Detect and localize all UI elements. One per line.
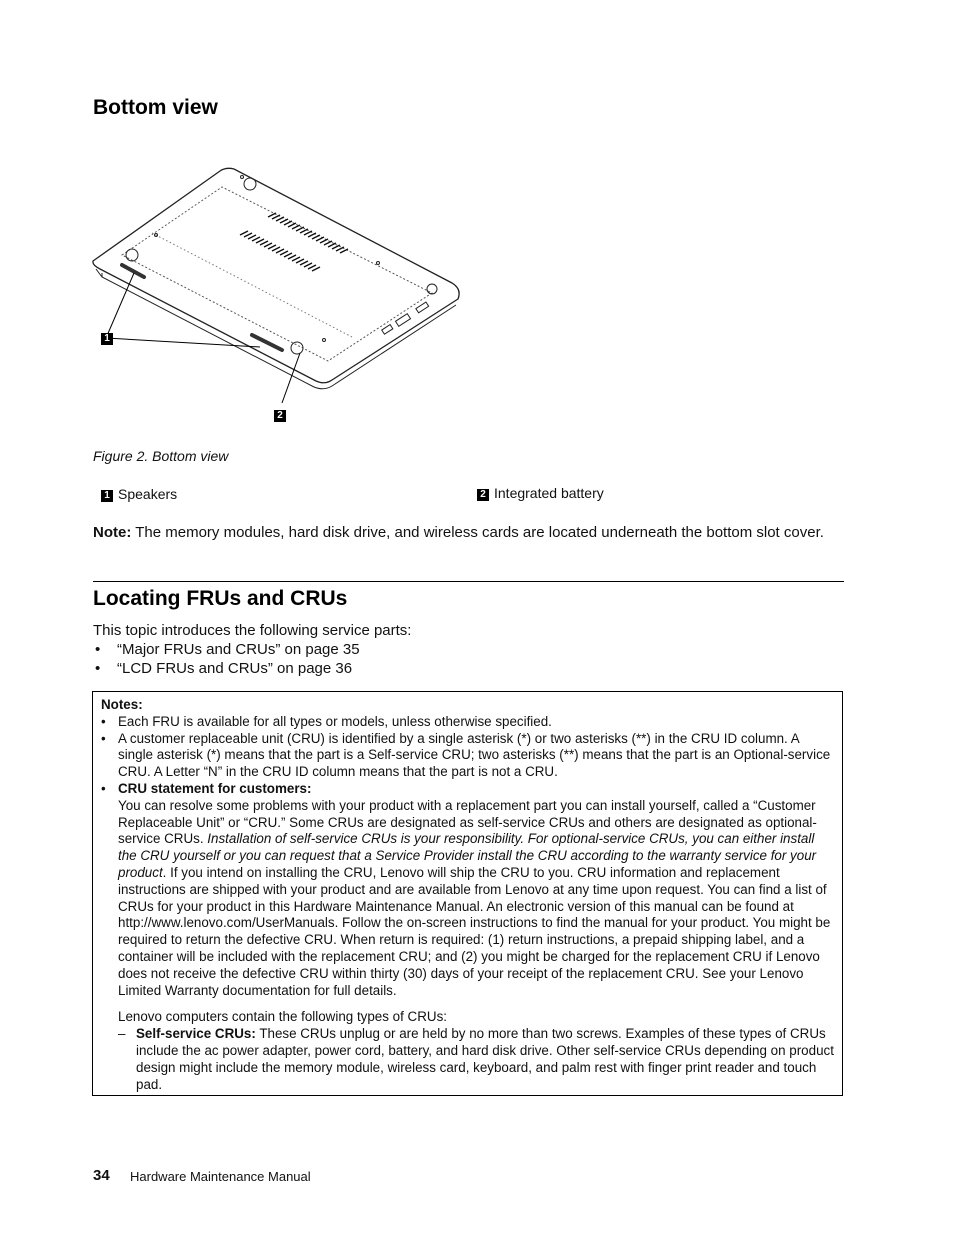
page-number: 34 bbox=[93, 1167, 110, 1184]
note-text: The memory modules, hard disk drive, and wireless cards are located underneath the bottom slot cover. bbox=[135, 524, 824, 541]
legend-callout-1: 1 bbox=[101, 490, 113, 502]
figure-caption: Figure 2. Bottom view bbox=[93, 448, 229, 464]
self-service-label: Self-service CRUs: bbox=[136, 1026, 256, 1042]
note-label: Note: bbox=[93, 524, 132, 541]
notes-box bbox=[92, 691, 843, 1096]
legend-callout-2: 2 bbox=[477, 489, 489, 501]
cru-statement-label: CRU statement for customers: bbox=[118, 780, 312, 796]
section-divider bbox=[93, 581, 844, 582]
link-major-frus[interactable]: • “Major FRUs and CRUs” on page 35 bbox=[93, 640, 411, 659]
intro-block bbox=[93, 621, 411, 678]
legend-label-battery: Integrated battery bbox=[494, 485, 604, 501]
notes-item-cru-statement bbox=[101, 781, 836, 1026]
dash-mark: – bbox=[118, 1026, 126, 1042]
section-title-bottom-view: Bottom view bbox=[93, 96, 218, 119]
cru-type-self-service bbox=[101, 1026, 836, 1093]
notes-item-cru-identification: • A customer replaceable unit (CRU) is identified by a single asterisk (*) or two asterisks (**) in the CRU ID column. A single asterisk (*) means that the part is a Self-service CRU; two asterisks (**) means that the part is an Optional-service CRU. A Letter “N” in the CRU ID column means that the part is not a CRU. bbox=[101, 731, 836, 781]
laptop-bottom-view-figure bbox=[92, 165, 467, 427]
notes-item-fru-availability: • Each FRU is available for all types or models, unless otherwise specified. bbox=[101, 714, 836, 731]
cru-statement-text-b: . If you intend on installing the CRU, Lenovo will ship the CRU to you. CRU information and replacement instructions are shipped with your product and are available from Lenovo at any time upon request. You can find a list of CRUs for your product in this Hardware Maintenance Manual. An electronic version of this manual can be found at http://www.lenovo.com/UserManuals. Follow the on-screen instructions to find the manual for your product. You might be required to return the defective CRU. When return is required: (1) return instructions, a prepaid shipping label, and a container will be included with the replacement CRU; and (2) you might be charged for the replacement CRU if Lenovo does not receive the defective CRU within thirty (30) days of your receipt of the replacement CRU. See your Lenovo Limited Warranty documentation for full details. bbox=[118, 864, 831, 998]
cru-statement-italic: Installation of self-service CRUs is your responsibility. For optional-service CRUs, you can either install the CRU yourself or you can request that a Service Provider install the CRU according to the warranty service for your product bbox=[118, 831, 817, 880]
cru-statement-paragraph bbox=[118, 798, 836, 1000]
legend-item-battery bbox=[477, 485, 604, 501]
cru-statement-text-a: You can resolve some problems with your product with a replacement part you can install yourself, called a “Customer Replaceable Unit” or “CRU.” Some CRUs are designated as self-service CRUs and others are designated as optional-service CRUs. bbox=[118, 797, 817, 847]
self-service-text: These CRUs unplug or are held by no more than two screws. Examples of these types of CRUs include the ac power adapter, power cord, battery, and hard disk drive. Other self-service CRUs depending on product design might include the memory module, wireless card, keyboard, and palm rest with finger print reader and touch pad. bbox=[136, 1026, 834, 1092]
legend-label-speakers: Speakers bbox=[118, 486, 178, 502]
notes-list bbox=[101, 714, 836, 1026]
footer-title: Hardware Maintenance Manual bbox=[130, 1169, 311, 1184]
intro-text: This topic introduces the following service parts: bbox=[93, 622, 412, 639]
section-title-frus-crus: Locating FRUs and CRUs bbox=[93, 587, 348, 610]
notes-heading: Notes: bbox=[101, 697, 143, 712]
cru-types-intro: Lenovo computers contain the following types of CRUs: bbox=[118, 1009, 447, 1025]
figure-callout-2: 2 bbox=[274, 410, 286, 422]
figure-callout-1: 1 bbox=[101, 333, 113, 345]
link-lcd-frus[interactable]: • “LCD FRUs and CRUs” on page 36 bbox=[93, 659, 411, 678]
legend-item-speakers bbox=[101, 486, 177, 502]
note-paragraph bbox=[93, 524, 833, 541]
service-parts-list bbox=[93, 640, 411, 678]
